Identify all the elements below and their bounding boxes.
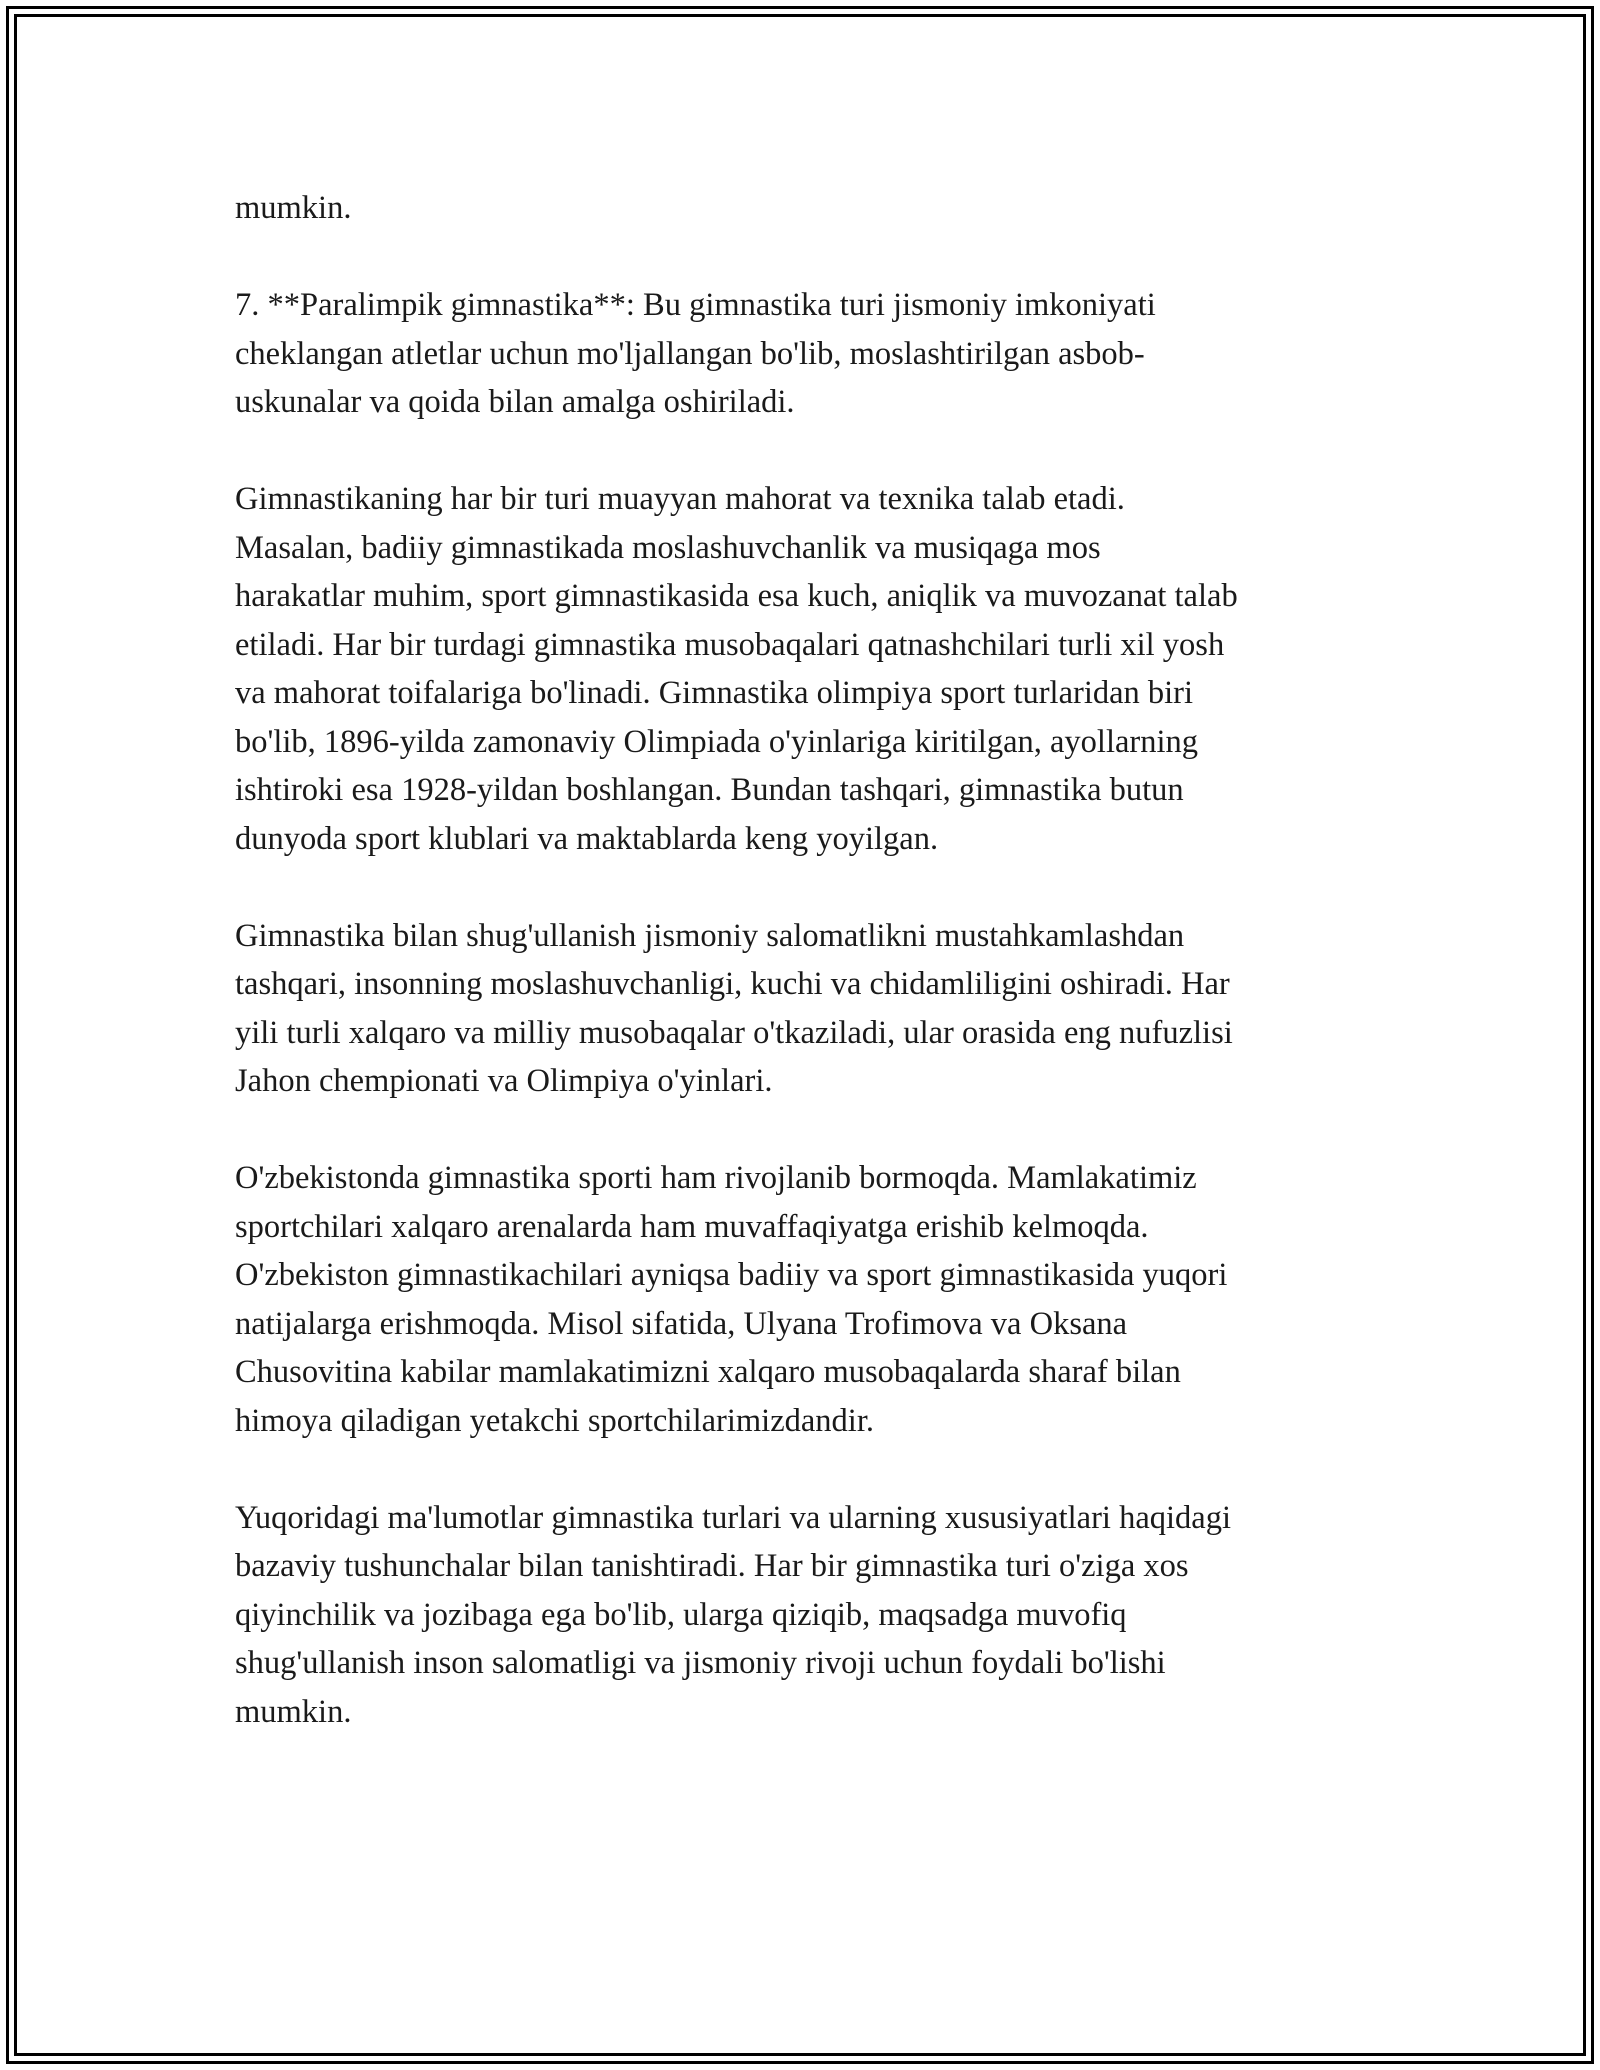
text-line: cheklangan atletlar uchun mo'ljallangan bo'lib, moslashtirilgan asbob- [235, 335, 1145, 372]
paragraph-continuation [235, 184, 1385, 233]
paragraph-conclusion [235, 1494, 1385, 1737]
text-line: O'zbekistonda gimnastika sporti ham rivojlanib bormoqda. Mamlakatimiz [235, 1160, 1197, 1196]
text-line: sportchilari xalqaro arenalarda ham muvaffaqiyatga erishib kelmoqda. [235, 1208, 1149, 1245]
text-line: harakatlar muhim, sport gimnastikasida esa kuch, aniqlik va muvozanat talab [235, 578, 1238, 614]
text-line: Yuqoridagi ma'lumotlar gimnastika turlari va ularning xususiyatlari haqidagi [235, 1499, 1231, 1536]
text-line: himoya qiladigan yetakchi sportchilarimizdandir. [235, 1402, 874, 1439]
text-line: Jahon chempionati va Olimpiya o'yinlari. [235, 1063, 773, 1099]
text-line: etiladi. Har bir turdagi gimnastika musobaqalari qatnashchilari turli xil yosh [235, 626, 1225, 663]
text-line: yili turli xalqaro va milliy musobaqalar o'tkaziladi, ular orasida eng nufuzlisi [235, 1014, 1233, 1051]
text-line: ishtiroki esa 1928-yildan boshlangan. Bundan tashqari, gimnastika butun [235, 772, 1184, 808]
text-line: Gimnastika bilan shug'ullanish jismoniy salomatlikni mustahkamlashdan [235, 917, 1185, 954]
text-line: bazaviy tushunchalar bilan tanishtiradi. Har bir gimnastika turi o'ziga xos [235, 1548, 1189, 1584]
text-line: 7. **Paralimpik gimnastika**: Bu gimnastika turi jismoniy imkoniyati [235, 287, 1156, 323]
text-line: dunyoda sport klublari va maktablarda keng yoyilgan. [235, 820, 939, 857]
paragraph-uzbekistan [235, 1154, 1385, 1445]
paragraph-paralimpik-item [235, 281, 1385, 427]
text-line: Masalan, badiiy gimnastikada moslashuvchanlik va musiqaga mos [235, 529, 1101, 566]
text-line: O'zbekiston gimnastikachilari ayniqsa badiiy va sport gimnastikasida yuqori [235, 1257, 1228, 1293]
text-line: mumkin. [235, 190, 352, 226]
text-line: natijalarga erishmoqda. Misol sifatida, Ulyana Trofimova va Oksana [235, 1305, 1128, 1342]
text-line: uskunalar va qoida bilan amalga oshiriladi. [235, 384, 795, 420]
document-body [235, 184, 1385, 1785]
text-line: shug'ullanish inson salomatligi va jismoniy rivoji uchun foydali bo'lishi [235, 1645, 1166, 1681]
paragraph-health [235, 912, 1385, 1106]
text-line: qiyinchilik va jozibaga ega bo'lib, ularga qiziqib, maqsadga muvofiq [235, 1596, 1127, 1633]
paragraph-skills [235, 475, 1385, 863]
text-line: tashqari, insonning moslashuvchanligi, kuchi va chidamliligini oshiradi. Har [235, 966, 1230, 1002]
text-line: va mahorat toifalariga bo'linadi. Gimnastika olimpiya sport turlaridan biri [235, 675, 1194, 711]
text-line: Gimnastikaning har bir turi muayyan mahorat va texnika talab etadi. [235, 481, 1125, 517]
text-line: Chusovitina kabilar mamlakatimizni xalqaro musobaqalarda sharaf bilan [235, 1354, 1181, 1390]
text-line: bo'lib, 1896-yilda zamonaviy Olimpiada o'yinlariga kiritilgan, ayollarning [235, 723, 1199, 760]
text-line: mumkin. [235, 1693, 352, 1730]
